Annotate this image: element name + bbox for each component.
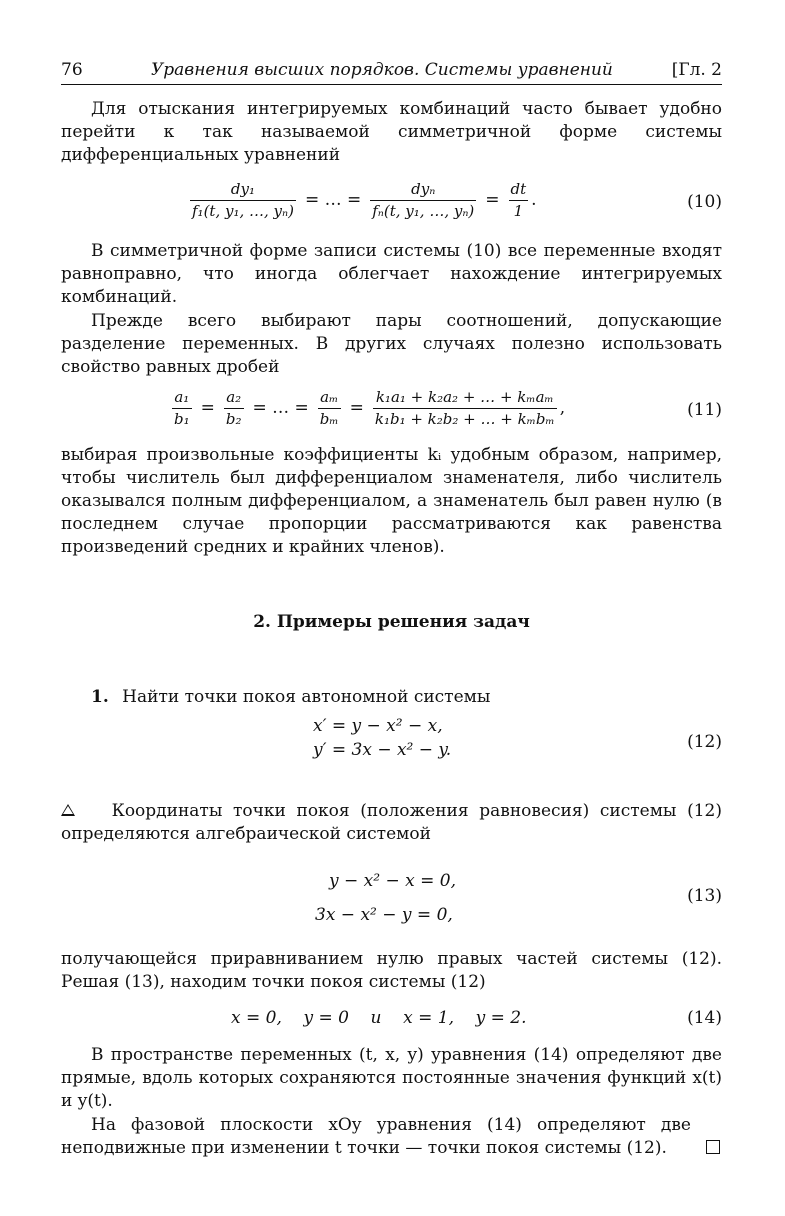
punctuation: , [559, 398, 566, 418]
punctuation: . [531, 190, 537, 210]
problem-number: 1. [91, 687, 109, 707]
equation-line: x = 0, y = 0 и x = 1, y = 2. [231, 1008, 527, 1028]
operator: = [200, 398, 215, 418]
header-rule [61, 84, 722, 85]
paragraph-phase-plane: На фазовой плоскости xOy уравнения (14) определяют две неподвижные при изменении t точки — точки покоя системы (12). [61, 1115, 691, 1158]
equation-10 [61, 180, 722, 230]
paragraph-space: В пространстве переменных (t, x, y) уравнения (14) определяют две прямые, вдоль которых сохраняются постоянные значения функций x(t) и y(t). [61, 1045, 722, 1111]
numerator: a₁ [172, 388, 192, 409]
problem-1 [61, 686, 722, 709]
operator: = … = [304, 190, 362, 210]
triangle-icon [61, 804, 75, 816]
operator: = [349, 398, 364, 418]
numerator: dt [509, 180, 529, 201]
problem-text: Найти точки покоя автономной системы [122, 687, 491, 707]
running-title: Уравнения высших порядков. Системы уравнений [151, 60, 613, 80]
numerator: dy₁ [190, 180, 296, 201]
denominator: 1 [513, 202, 524, 220]
equation-number: (11) [687, 400, 722, 420]
equation-number: (13) [687, 886, 722, 906]
numerator: a₂ [224, 388, 244, 409]
equation-number: (14) [687, 1008, 722, 1028]
chapter-label: [Гл. 2 [671, 60, 722, 80]
denominator: f₁(t, y₁, …, yₙ) [192, 202, 294, 220]
numerator: k₁a₁ + k₂a₂ + … + kₘaₘ [373, 388, 557, 409]
numerator: dyₙ [370, 180, 476, 201]
paragraph-result: получающейся приравниванием нулю правых частей системы (12). Решая (13), находим точки покоя системы (12) [61, 949, 722, 992]
equation-14 [61, 1008, 722, 1034]
fraction-am-bm [318, 388, 341, 429]
denominator: k₁b₁ + k₂b₂ + … + kₘbₘ [374, 410, 555, 428]
equation-line: x′ = y − x² − x, [313, 716, 443, 736]
denominator: bₘ [319, 410, 339, 428]
system-12 [313, 714, 451, 762]
qed-square-icon [706, 1140, 720, 1154]
equation-number: (12) [687, 732, 722, 752]
section-title: 2. Примеры решения задач [253, 612, 530, 632]
running-header [61, 58, 722, 82]
denominator: b₁ [174, 410, 190, 428]
system-13 [315, 864, 456, 932]
equation-11 [61, 388, 722, 438]
fraction-combination [373, 388, 557, 429]
fraction-3 [509, 180, 529, 221]
paragraph-solution [61, 800, 722, 846]
solution-text: Координаты точки покоя (положения равновесия) системы (12) определяются алгебраической системой [61, 801, 723, 844]
fraction-1 [190, 180, 296, 221]
numerator: aₘ [318, 388, 341, 409]
page-number: 76 [61, 60, 83, 80]
equation-line: 3x − x² − y = 0, [315, 905, 453, 925]
equation-12 [61, 712, 722, 768]
equation-number: (10) [687, 192, 722, 212]
operator: = [485, 190, 500, 210]
denominator: fₙ(t, y₁, …, yₙ) [372, 202, 475, 220]
equation-line: y′ = 3x − x² − y. [313, 740, 452, 760]
paragraph-symmetric: В симметричной форме записи системы (10) все переменные входят равноправно, что иногда облегчает нахождение интегрируемых комбинаций. [61, 241, 722, 307]
fraction-a2-b2 [224, 388, 244, 429]
fraction-2 [370, 180, 476, 221]
denominator: b₂ [225, 410, 242, 428]
paragraph-pairs: Прежде всего выбирают пары соотношений, допускающие разделение переменных. В других случаях полезно использовать свойство равных дробей [61, 311, 722, 377]
equation-line: y − x² − x = 0, [329, 871, 456, 891]
equation-13 [61, 862, 722, 934]
operator: = … = [252, 398, 309, 418]
fraction-a1-b1 [172, 388, 192, 429]
paragraph-intro: Для отыскания интегрируемых комбинаций часто бывает удобно перейти к так называемой симметричной форме системы дифференциальных уравнений [61, 99, 722, 165]
paragraph-coefficients: выбирая произвольные коэффициенты kᵢ удобным образом, например, чтобы числитель был дифференциалом знаменателя, либо числитель оказывался полным дифференциалом, а знаменатель был равен нулю (в последнем случае пропорции рассматриваются как равенства произведений средних и крайних членов). [61, 445, 722, 557]
